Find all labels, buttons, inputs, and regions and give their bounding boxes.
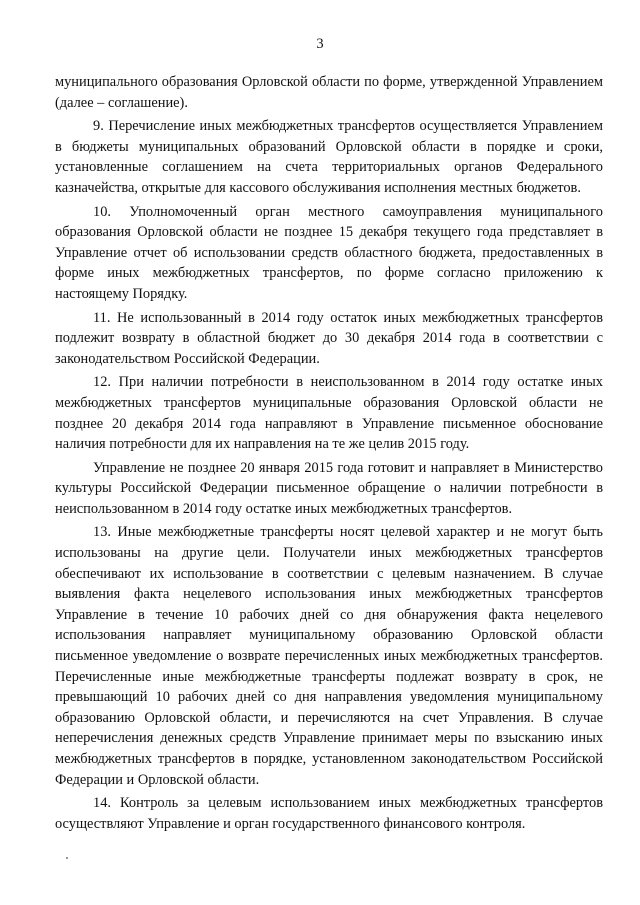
paragraph-10: 10. Уполномоченный орган местного самоуправления муниципального образования Орловской области не позднее 15 декабря текущего года представляет в Управление отчет об использовании средств областного бюджета, предоставленных в форме иных межбюджетных трансфертов, по форме согласно приложению к настоящему Порядку. [55, 203, 603, 302]
paragraph-14: 14. Контроль за целевым использованием иных межбюджетных трансфертов осуществляют Управление и орган государственного финансового контроля. [55, 795, 603, 832]
paragraph-12-continued: Управление не позднее 20 января 2015 года готовит и направляет в Министерство культуры Российской Федерации письменное обращение о наличии потребности в неиспользованном в 2014 году остатке иных межбюджетных трансфертов. [55, 459, 603, 517]
paragraph-13: 13. Иные межбюджетные трансферты носят целевой характер и не могут быть использованы на другие цели. Получатели иных межбюджетных трансфертов обеспечивают их использование в соответствии с целевым назначением. В случае выявления факта нецелевого использования иных межбюджетных трансфертов Управление в течение 10 рабочих дней со дня обнаружения факта нецелевого использования направляет муниципальному образованию Орловской области письменное уведомление о возврате перечисленных иных межбюджетных трансфертов. Перечисленные иные межбюджетные трансферты подлежат возврату в срок, не превышающий 10 рабочих дней со дня направления уведомления муниципальному образованию Орловской области, и перечисляются на счет Управления. В случае неперечисления денежных средств Управление принимает меры по взысканию иных межбюджетных трансфертов в порядке, установленном законодательством Российской Федерации и Орловской области. [55, 524, 603, 788]
paragraph-12: 12. При наличии потребности в неиспользованном в 2014 году остатке иных межбюджетных трансфертов муниципальные образования Орловской области не позднее 20 декабря 2014 года направляют в Управление письменное обоснование наличия потребности для их направления на те же целив 2015 году. [55, 374, 603, 453]
document-body [55, 72, 603, 837]
scan-speck [66, 857, 68, 859]
paragraph-11: 11. Не использованный в 2014 году остаток иных межбюджетных трансфертов подлежит возврату в областной бюджет до 30 декабря 2014 года в соответствии с законодательством Российской Федерации. [55, 309, 603, 367]
paragraph-9: 9. Перечисление иных межбюджетных трансфертов осуществляется Управлением в бюджеты муниципальных образований Орловской области в порядке и сроки, установленные соглашением на счета территориальных органов Федерального казначейства, открытые для кассового обслуживания исполнения местных бюджетов. [55, 118, 603, 196]
page-number: 3 [316, 36, 324, 52]
paragraph-continuation: муниципального образования Орловской области по форме, утвержденной Управлением (далее – соглашение). [55, 74, 603, 111]
